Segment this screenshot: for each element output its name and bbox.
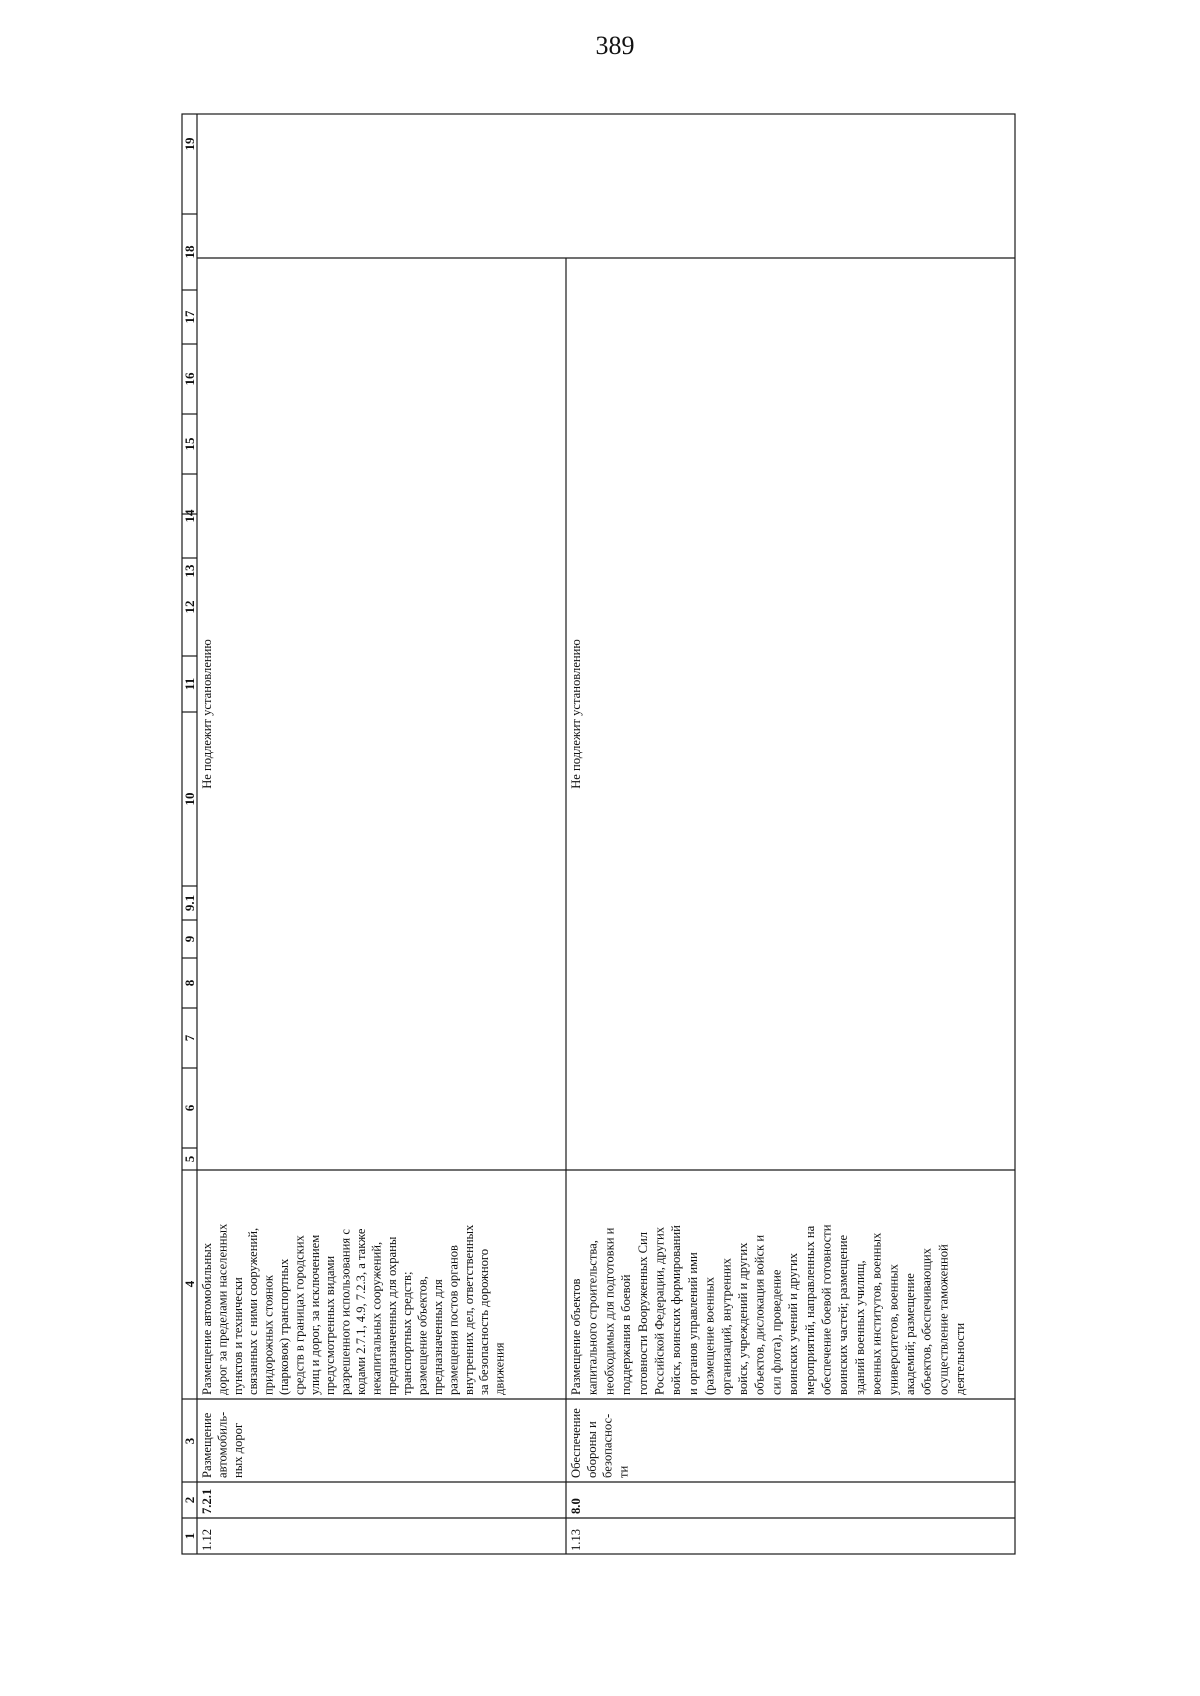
- row-description-line: улиц и дорог, за исключением: [307, 1234, 322, 1395]
- row-description-line: средств в границах городских: [292, 1235, 307, 1395]
- header-col-2: 2: [182, 1496, 197, 1504]
- row-number: 1.13: [569, 1528, 583, 1551]
- merged-note: Не подлежит установлению: [569, 639, 583, 789]
- header-col-6: 6: [182, 1104, 197, 1112]
- header-col-15: 15: [182, 437, 197, 451]
- row-description-line: осуществление таможенной: [936, 1244, 951, 1395]
- row-description-line: университетов, военных: [886, 1264, 901, 1395]
- header-col-17: 17: [182, 310, 197, 324]
- row-description-line: дорог за пределами населенных: [215, 1223, 230, 1395]
- row-description-line: академий; размещение: [903, 1273, 917, 1395]
- row-name-line: ных дорог: [230, 1422, 245, 1478]
- header-col-10: 10: [182, 792, 197, 806]
- row-description-line: (парковок) транспортных: [277, 1258, 291, 1395]
- header-row: [182, 137, 197, 1539]
- row-description-line: готовности Вооруженных Сил: [635, 1231, 650, 1395]
- rotated-table: [182, 114, 1015, 1554]
- table-row: [200, 639, 507, 1551]
- row-description-line: за безопасность дорожного: [477, 1248, 492, 1395]
- row-code: 7.2.1: [200, 1488, 214, 1514]
- row-description-line: объектов, дислокация войск и: [752, 1234, 767, 1395]
- row-description-line: Российской Федерации, других: [652, 1226, 667, 1395]
- row-description-line: движения: [492, 1342, 507, 1395]
- row-description-line: воинских учений и других: [786, 1252, 801, 1395]
- row-description-line: зданий военных училищ,: [852, 1260, 867, 1395]
- header-col-18: 18: [182, 245, 197, 259]
- header-col-11: 11: [182, 677, 197, 691]
- row-name: [569, 1408, 630, 1478]
- row-description-line: придорожных стоянок: [261, 1274, 276, 1395]
- row-description-line: необходимых для подготовки и: [602, 1227, 617, 1395]
- row-description-line: предусмотренных видами: [323, 1255, 338, 1395]
- row-description-line: деятельности: [953, 1322, 968, 1395]
- row-description-line: кодами 2.7.1, 4.9, 7.2.3, а также: [354, 1228, 368, 1395]
- row-description-line: воинских частей; размещение: [836, 1234, 851, 1395]
- row-description-line: размещение объектов,: [415, 1276, 430, 1395]
- page-number: 389: [595, 31, 635, 60]
- header-col-4: 4: [182, 1280, 197, 1288]
- header-col-12: 12: [182, 600, 197, 614]
- row-name: [200, 1412, 245, 1478]
- header-col-3: 3: [182, 1437, 197, 1445]
- row-name-line: Размещение: [200, 1412, 214, 1478]
- row-description-line: (размещение военных: [702, 1276, 717, 1395]
- header-col-19: 19: [182, 137, 197, 151]
- row-description-line: связанных с ними сооружений,: [246, 1227, 261, 1395]
- header-col-9: 9: [182, 935, 197, 943]
- merged-note: Не подлежит установлению: [200, 639, 214, 789]
- header-col-14: 14: [182, 509, 197, 523]
- header-col-9-1: 9.1: [182, 894, 197, 912]
- table-row: [569, 639, 967, 1551]
- row-description-line: военных институтов, военных: [869, 1232, 884, 1395]
- row-description-line: войск, учреждений и других: [736, 1242, 750, 1395]
- row-description-line: размещения постов органов: [446, 1245, 461, 1395]
- row-description-line: предназначенных для: [431, 1279, 445, 1395]
- row-description-line: объектов, обеспечивающих: [919, 1248, 934, 1395]
- row-description-line: поддержания в боевой: [619, 1274, 634, 1395]
- row-description: [569, 1224, 967, 1395]
- row-description-line: Размещение автомобильных: [200, 1242, 214, 1395]
- row-description-line: предназначенных для охраны: [384, 1236, 399, 1395]
- row-description-line: капитального строительства,: [585, 1240, 600, 1395]
- row-code: 8.0: [569, 1498, 583, 1514]
- header-col-7: 7: [182, 1034, 197, 1042]
- row-name-line: безопаснос-: [600, 1413, 615, 1478]
- row-number: 1.12: [200, 1528, 214, 1551]
- row-description-line: некапитальных сооружений,: [369, 1241, 384, 1395]
- row-description-line: внутренних дел, ответственных: [461, 1224, 476, 1395]
- row-name-line: ти: [616, 1465, 631, 1478]
- row-name-line: обороны и: [584, 1421, 599, 1478]
- row-description-line: пунктов и технически: [230, 1277, 245, 1395]
- header-col-8: 8: [182, 979, 197, 987]
- header-col-16: 16: [182, 372, 197, 386]
- row-name-line: Обеспечение: [569, 1408, 583, 1478]
- row-description-line: сил флота), проведение: [769, 1269, 784, 1395]
- row-description-line: организаций, внутренних: [719, 1258, 734, 1395]
- row-description-line: и органов управлений ими: [685, 1252, 700, 1395]
- header-col-5: 5: [182, 1155, 197, 1163]
- row-description-line: обеспечение боевой готовности: [819, 1224, 834, 1395]
- row-description-line: Размещение объектов: [569, 1278, 583, 1395]
- row-description-line: разрешенного использования с: [338, 1229, 353, 1395]
- row-description: [200, 1223, 507, 1395]
- row-name-line: автомобиль-: [215, 1411, 230, 1478]
- row-description-line: войск, воинских формирований: [669, 1225, 684, 1395]
- header-col-1: 1: [182, 1532, 197, 1540]
- row-description-line: транспортных средств;: [400, 1271, 415, 1395]
- row-description-line: мероприятий, направленных на: [802, 1225, 817, 1395]
- header-col-13: 13: [182, 564, 197, 578]
